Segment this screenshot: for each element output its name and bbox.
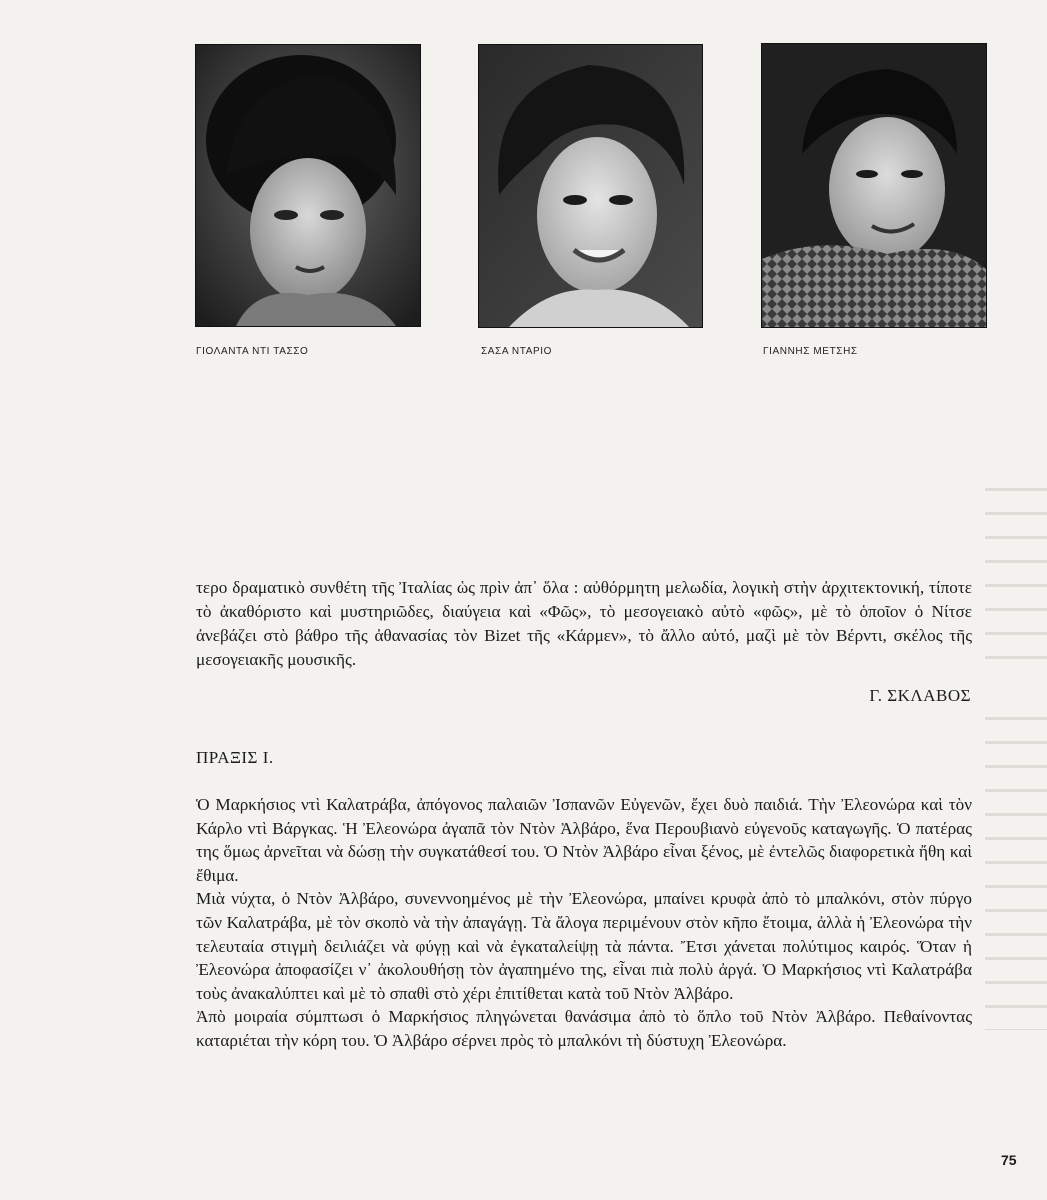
essay-paragraph: τερο δραματικὸ συνθέτη τῆς Ἰταλίας ὡς πρὶν ἀπ᾽ ὅλα : αὐθόρμητη μελωδία, λογικὴ στὴν ἀρχιτεκτονική, τίποτε τὸ ἀκαθόριστο καὶ μυστηριῶδες, διαύγεια καὶ «Φῶς», τὸ μεσογειακὸ αὐτὸ «φῶς», μὲ τὸ ὁποῖον ὁ Νίτσε ἀνεβάζει στὸ βάθρο τῆς ἀθανασίας τὸν Bizet τῆς «Κάρμεν», τὸ ἄλλο αὐτό, μαζὶ μὲ τὸν Βέρντι, σκέλος τῆς μεσογειακῆς μουσικῆς. [196,578,972,669]
portrait-caption-1: ΓΙΟΛΑΝΤΑ ΝΤΙ ΤΑΣΣΟ [196,346,309,357]
portrait-caption-3: ΓΙΑΝΝΗΣ ΜΕΤΣΗΣ [763,346,858,357]
act-synopsis [196,793,972,1053]
synopsis-paragraph-3: Ἀπὸ μοιραία σύμπτωσι ὁ Μαρκήσιος πληγώνεται θανάσιμα ἀπὸ τὸ ὅπλο τοῦ Ντὸν Ἀλβάρο. Πεθαίνοντας καταριέται τὴν κόρη του. Ὁ Ἀλβάρο σέρνει πρὸς τὸ μπαλκόνι τὴ δύστυχη Ἐλεονώρα. [196,1007,972,1050]
bleed-through-texture [985,470,1047,670]
portrait-3-image [762,44,986,327]
portrait-1-image [196,45,420,326]
portrait-photo-2 [479,45,702,327]
portrait-photo-3 [762,44,986,327]
synopsis-paragraph-1: Ὁ Μαρκήσιος ντὶ Καλατράβα, ἀπόγονος παλαιῶν Ἰσπανῶν Εὐγενῶν, ἔχει δυὸ παιδιά. Τὴν Ἐλεονώρα καὶ τὸν Κάρλο ντὶ Βάργκας. Ἡ Ἐλεονώρα ἀγαπᾶ τὸν Ντὸν Ἀλβάρο, ἕνα Περουβιανὸ εὐγενοῦς καταγωγῆς. Ὁ πατέρας της ὅμως ἀρνεῖται νὰ δώσῃ τὴν συγκατάθεσί του. Ὁ Ντὸν Ἀλβάρο εἶναι ξένος, μὲ ἐντελῶς διαφορετικὰ ἤθη καὶ ἔθιμα. [196,795,972,885]
synopsis-paragraph-2: Μιὰ νύχτα, ὁ Ντὸν Ἀλβάρο, συνεννοημένος μὲ τὴν Ἐλεονώρα, μπαίνει κρυφὰ ἀπὸ τὸ μπαλκόνι, στὸν πύργο τῶν Καλατράβα, μὲ τὸν σκοπὸ νὰ τὴν ἀπαγάγῃ. Τὰ ἄλογα περιμένουν στὸν κῆπο ἕτοιμα, ἀλλὰ ἡ Ἐλεονώρα τὴν τελευταία στιγμὴ δειλιάζει νὰ φύγῃ καὶ νὰ ἐγκαταλείψῃ τὰ πάντα. Ἔτσι χάνεται πολύτιμος καιρός. Ὅταν ἡ Ἐλεονώρα ἀποφασίζει ν᾽ ἀκολουθήσῃ τὸν ἀγαπημένο της, εἶναι πιὰ πολὺ ἀργά. Ὁ Μαρκήσιος ντὶ Καλατράβα τοὺς ἀνακαλύπτει καὶ μὲ τὸ σπαθὶ στὸ χέρι ἐπιτίθεται κατὰ τοῦ Ντὸν Ἀλβάρο. [196,889,972,1003]
essay-signature: Γ. ΣΚΛΑΒΟΣ [869,686,971,705]
portrait-2-image [479,45,702,327]
essay-text [196,576,972,672]
portrait-caption-2: ΣΑΣΑ ΝΤΑΡΙΟ [481,346,553,357]
page-number: 75 [1001,1152,1017,1168]
bleed-through-texture [985,700,1047,1030]
act-title: ΠΡΑΞΙΣ Ι. [196,748,274,767]
portrait-photo-1 [196,45,420,326]
